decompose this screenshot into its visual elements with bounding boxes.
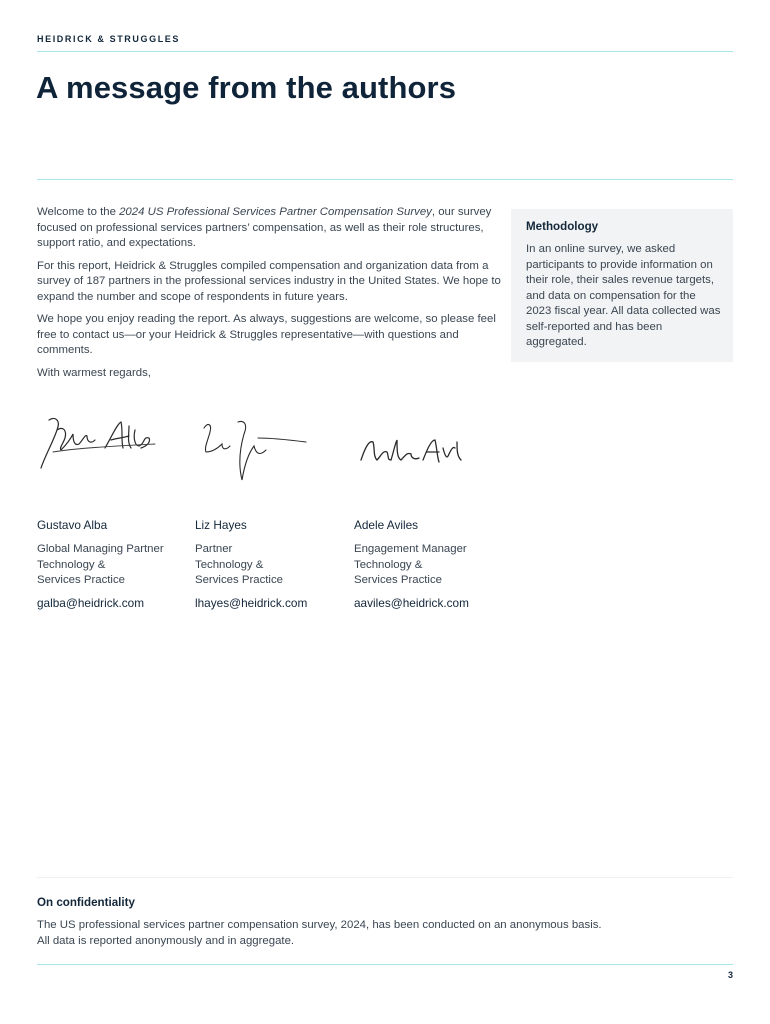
confidentiality-title: On confidentiality [37, 896, 135, 909]
author-role: Global Managing Partner Technology & Services Practice [37, 543, 164, 586]
survey-name: 2024 US Professional Services Partner Compensation Survey [119, 206, 432, 218]
methodology-title: Methodology [526, 220, 599, 233]
intro-paragraph-2: For this report, Heidrick & Struggles compiled compensation and organization data from a survey of 187 partners in the professional services industry in the United States. We hope to expand the number and scope of respondents in future years. [37, 259, 501, 303]
author-name: Gustavo Alba [37, 518, 108, 532]
confidentiality-divider [37, 877, 733, 878]
author-role: Partner Technology & Services Practice [195, 543, 283, 586]
sign-off: With warmest regards, [37, 366, 151, 379]
title-divider [37, 179, 733, 180]
signature-gustavo-alba [37, 408, 157, 488]
page-title: A message from the authors [36, 70, 457, 105]
methodology-box [511, 209, 733, 362]
author-liz-hayes [195, 518, 345, 610]
author-gustavo-alba [37, 518, 187, 610]
author-name: Liz Hayes [195, 518, 247, 532]
signature-liz-hayes [198, 408, 308, 488]
author-email-link[interactable]: galba@heidrick.com [37, 595, 145, 610]
signature-adele-aviles [357, 408, 467, 488]
intro-paragraph-3: We hope you enjoy reading the report. As always, suggestions are welcome, so please feel free to contact us—or your Heidrick & Struggles representative—with questions and comments. [37, 313, 496, 356]
intro-text [37, 205, 501, 388]
methodology-text: In an online survey, we asked participants to provide information on their role, their sales revenue targets, and data on compensation for the 2023 fiscal year. All data collected was self-reported and has been aggregated. [526, 243, 721, 348]
page-number: 3 [727, 970, 733, 980]
author-adele-aviles [354, 518, 504, 610]
footer-divider [37, 964, 733, 965]
intro-paragraph-1: Welcome to the 2024 US Professional Services Partner Compensation Survey, our survey focused on professional services partners’ compensation, as well as their role structures, support ratio, and expectations. [37, 206, 492, 249]
header-divider [37, 51, 733, 52]
author-name: Adele Aviles [354, 518, 419, 532]
author-email-link[interactable]: lhayes@heidrick.com [195, 595, 308, 610]
author-email-link[interactable]: aaviles@heidrick.com [354, 595, 469, 610]
confidentiality-text: The US professional services partner compensation survey, 2024, has been conducted on an anonymous basis. All data is reported anonymously and in aggregate. [37, 919, 602, 947]
running-head: HEIDRICK & STRUGGLES [37, 34, 181, 44]
author-role: Engagement Manager Technology & Services Practice [354, 543, 467, 586]
